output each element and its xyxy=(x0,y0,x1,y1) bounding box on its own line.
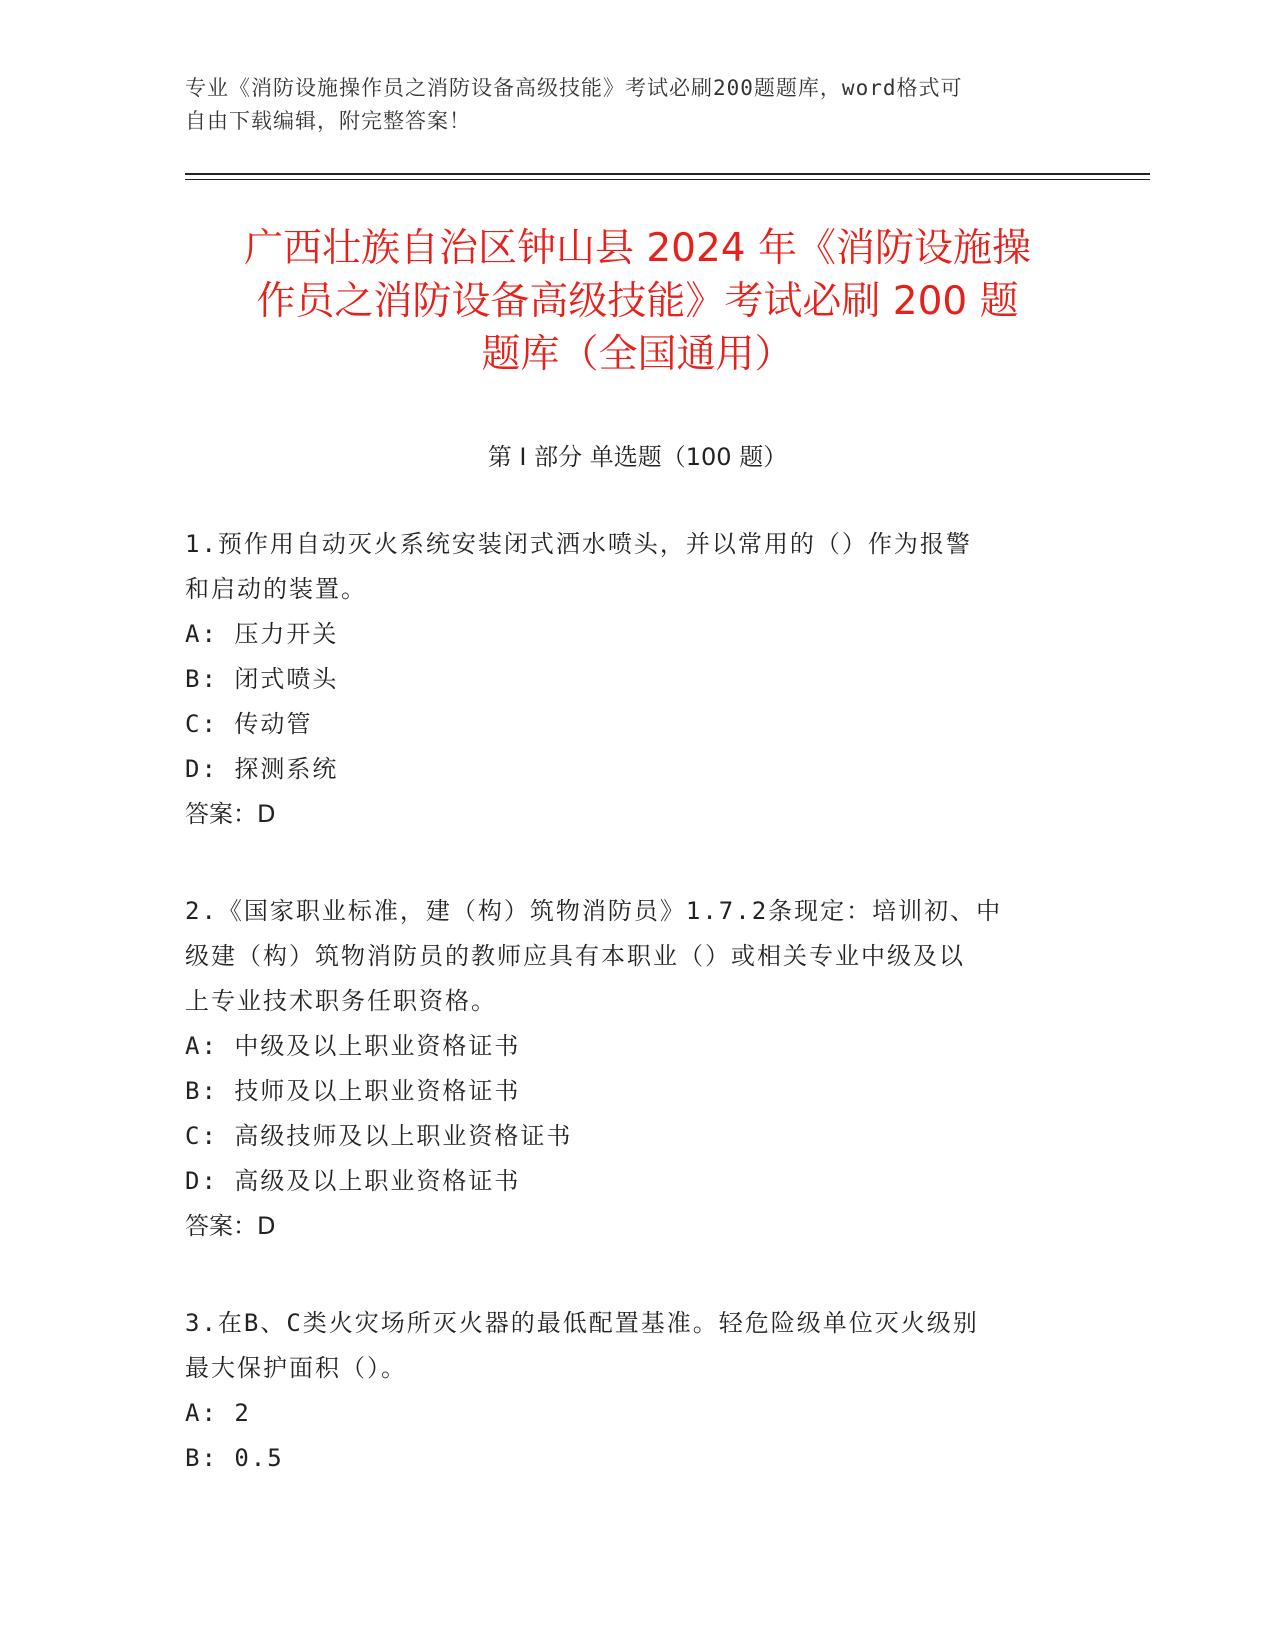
option-c: C: 传动管 xyxy=(185,710,313,738)
option-c: C: 高级技师及以上职业资格证书 xyxy=(185,1122,573,1150)
header-note xyxy=(185,72,1065,138)
answer: 答案：D xyxy=(185,1212,276,1240)
option-a: A: 压力开关 xyxy=(185,620,339,648)
option-a: A: 中级及以上职业资格证书 xyxy=(185,1032,521,1060)
question-1 xyxy=(185,522,1065,837)
section-heading: 第 I 部分 单选题（100 题） xyxy=(487,443,788,471)
question-3 xyxy=(185,1301,1065,1481)
option-b: B: 闭式喷头 xyxy=(185,665,339,693)
option-b: B: 0.5 xyxy=(185,1444,284,1472)
option-d: D: 高级及以上职业资格证书 xyxy=(185,1167,521,1195)
question-stem: 级建（构）筑物消防员的教师应具有本职业（）或相关专业中级及以 xyxy=(185,942,965,970)
header-rule xyxy=(185,173,1150,175)
header-rule-thin xyxy=(185,179,1150,180)
title-line: 广西壮族自治区钟山县 2024 年《消防设施操 xyxy=(243,226,1032,271)
option-a: A: 2 xyxy=(185,1399,251,1427)
question-stem: 上专业技术职务任职资格。 xyxy=(185,987,497,1015)
title-line: 题库（全国通用） xyxy=(481,332,794,377)
question-list xyxy=(185,522,1065,1533)
question-stem: 最大保护面积（）。 xyxy=(185,1354,407,1382)
option-b: B: 技师及以上职业资格证书 xyxy=(185,1077,521,1105)
header-note-line: 专业《消防设施操作员之消防设备高级技能》考试必刷200题题库，word格式可 xyxy=(185,76,963,100)
question-stem: 和启动的装置。 xyxy=(185,575,367,603)
question-2 xyxy=(185,889,1065,1249)
title-line: 作员之消防设备高级技能》考试必刷 200 题 xyxy=(256,279,1019,324)
question-stem: 2.《国家职业标准，建（构）筑物消防员》1.7.2条现定：培训初、中 xyxy=(185,897,1003,925)
document-title xyxy=(185,222,1090,381)
header-note-line: 自由下载编辑，附完整答案！ xyxy=(185,109,471,133)
answer: 答案：D xyxy=(185,800,276,828)
question-stem: 3.在B、C类火灾场所灭火器的最低配置基准。轻危险级单位灭火级别 xyxy=(185,1309,979,1337)
option-d: D: 探测系统 xyxy=(185,755,339,783)
question-stem: 1.预作用自动灭火系统安装闭式洒水喷头，并以常用的（）作为报警 xyxy=(185,530,972,558)
